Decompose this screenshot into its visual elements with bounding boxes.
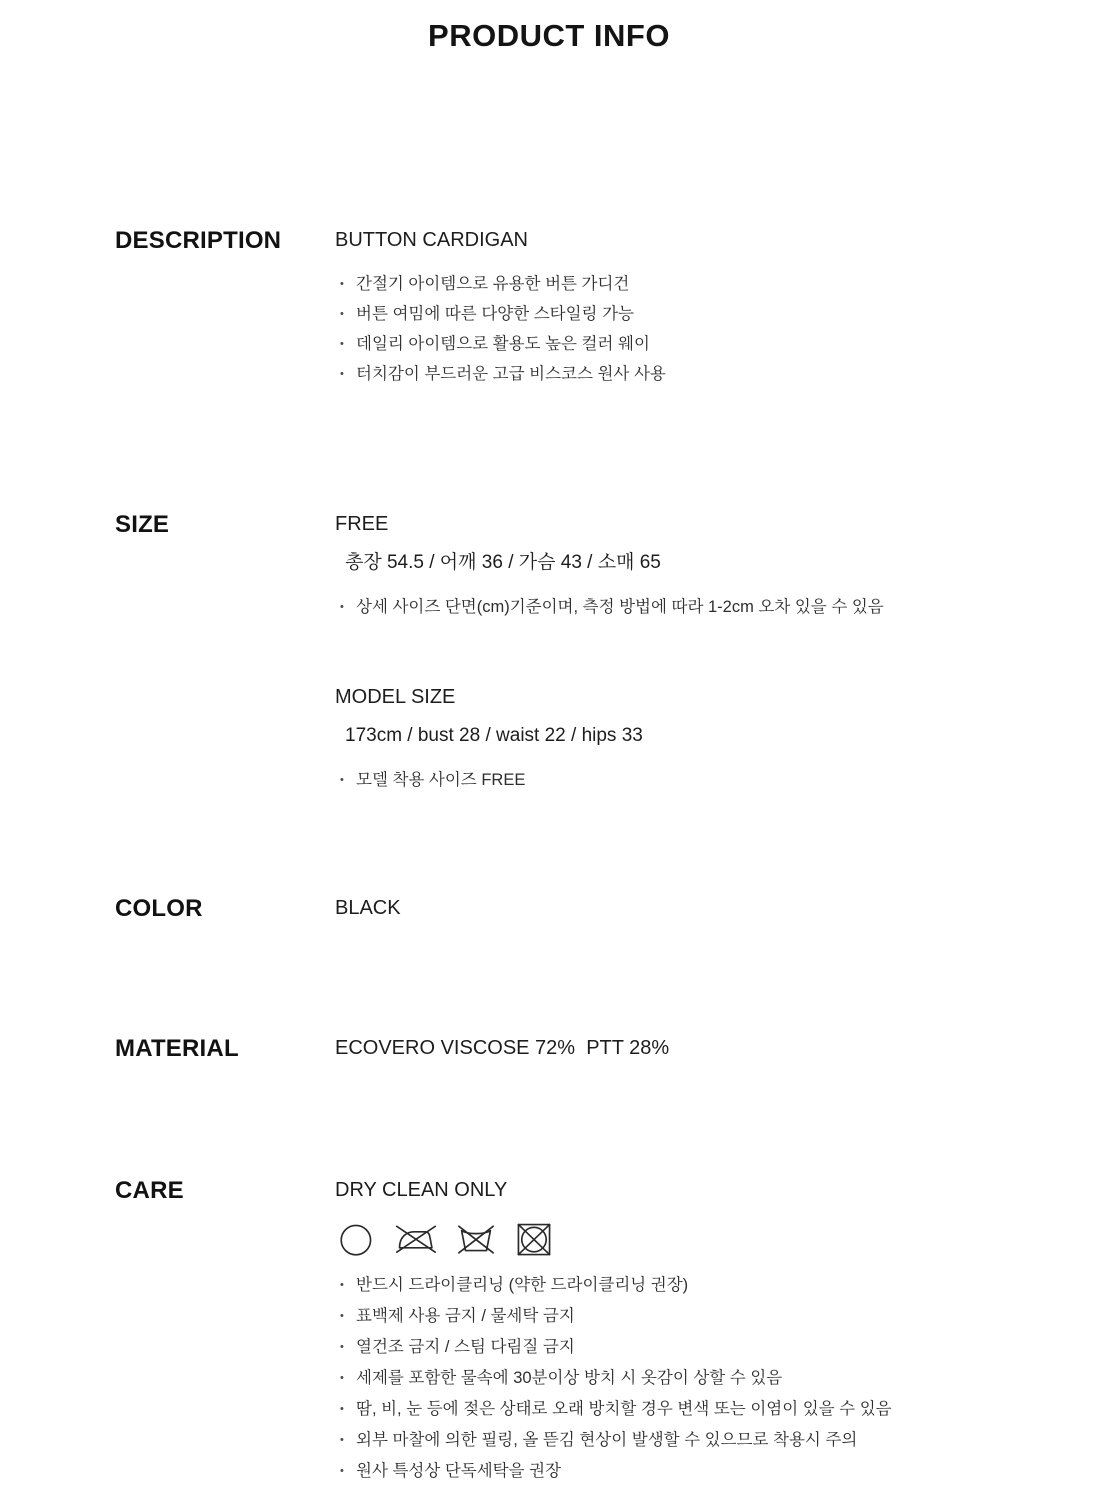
section-color bbox=[0, 895, 1098, 923]
section-material bbox=[0, 1035, 1098, 1063]
bullet-item: • 반드시 드라이클리닝 (약한 드라이클리닝 권장) bbox=[335, 1270, 1038, 1301]
section-label-size: SIZE bbox=[115, 511, 170, 538]
color-value: BLACK bbox=[335, 897, 401, 919]
description-content bbox=[335, 227, 1038, 389]
size-measurements: 총장 54.5 / 어깨 36 / 가슴 43 / 소매 65 bbox=[345, 552, 661, 573]
section-description bbox=[0, 227, 1098, 389]
no-iron-icon bbox=[394, 1219, 438, 1259]
section-care bbox=[0, 1177, 1098, 1487]
bullet-item: • 원사 특성상 단독세탁을 권장 bbox=[335, 1456, 1038, 1487]
section-size bbox=[0, 511, 1098, 795]
bullet-item: • 간절기 아이템으로 유용한 버튼 가디건 bbox=[335, 269, 1038, 299]
bullet-item: • 세제를 포함한 물속에 30분이상 방치 시 옷감이 상할 수 있음 bbox=[335, 1363, 1038, 1394]
dry-clean-circle-icon bbox=[337, 1219, 377, 1259]
care-symbol-row bbox=[335, 1218, 1038, 1260]
bullet-item: • 터치감이 부드러운 고급 비스코스 원사 사용 bbox=[335, 359, 1038, 389]
bullet-item: • 버튼 여밈에 따른 다양한 스타일링 가능 bbox=[335, 299, 1038, 329]
care-bullet-list bbox=[335, 1270, 1038, 1487]
page-title: PRODUCT INFO bbox=[428, 18, 670, 53]
bullet-item: • 표백제 사용 금지 / 물세탁 금지 bbox=[335, 1301, 1038, 1332]
section-label-color: COLOR bbox=[115, 895, 203, 922]
description-heading: BUTTON CARDIGAN bbox=[335, 229, 528, 251]
no-wash-icon bbox=[455, 1219, 497, 1259]
color-content bbox=[335, 895, 1038, 922]
model-size-block bbox=[335, 684, 1038, 795]
bullet-item: • 외부 마찰에 의한 필링, 올 뜯김 현상이 발생할 수 있으므로 착용시 주의 bbox=[335, 1425, 1038, 1456]
section-label-care: CARE bbox=[115, 1177, 184, 1204]
care-heading: DRY CLEAN ONLY bbox=[335, 1179, 508, 1201]
bullet-item: • 모델 착용 사이즈 FREE bbox=[335, 765, 1038, 795]
model-size-measurements: 173cm / bust 28 / waist 22 / hips 33 bbox=[345, 725, 643, 746]
section-label-description: DESCRIPTION bbox=[115, 227, 282, 254]
care-content bbox=[335, 1177, 1038, 1487]
size-bullet-list bbox=[335, 592, 1038, 622]
size-content bbox=[335, 511, 1038, 795]
bullet-item: • 상세 사이즈 단면(cm)기준이며, 측정 방법에 따라 1-2cm 오차 있을 수 있음 bbox=[335, 592, 1038, 622]
bullet-item: • 열건조 금지 / 스팀 다림질 금지 bbox=[335, 1332, 1038, 1363]
section-label-material: MATERIAL bbox=[115, 1035, 239, 1062]
bullet-item: • 땀, 비, 눈 등에 젖은 상태로 오래 방치할 경우 변색 또는 이염이 있을 수 있음 bbox=[335, 1394, 1038, 1425]
size-heading: FREE bbox=[335, 513, 389, 535]
model-size-heading: MODEL SIZE bbox=[335, 686, 456, 708]
model-size-bullet-list bbox=[335, 765, 1038, 795]
description-bullet-list bbox=[335, 269, 1038, 389]
material-value: ECOVERO VISCOSE 72% PTT 28% bbox=[335, 1037, 670, 1059]
material-content bbox=[335, 1035, 1038, 1062]
bullet-item: • 데일리 아이템으로 활용도 높은 컬러 웨이 bbox=[335, 329, 1038, 359]
no-tumble-dry-icon bbox=[514, 1219, 554, 1259]
